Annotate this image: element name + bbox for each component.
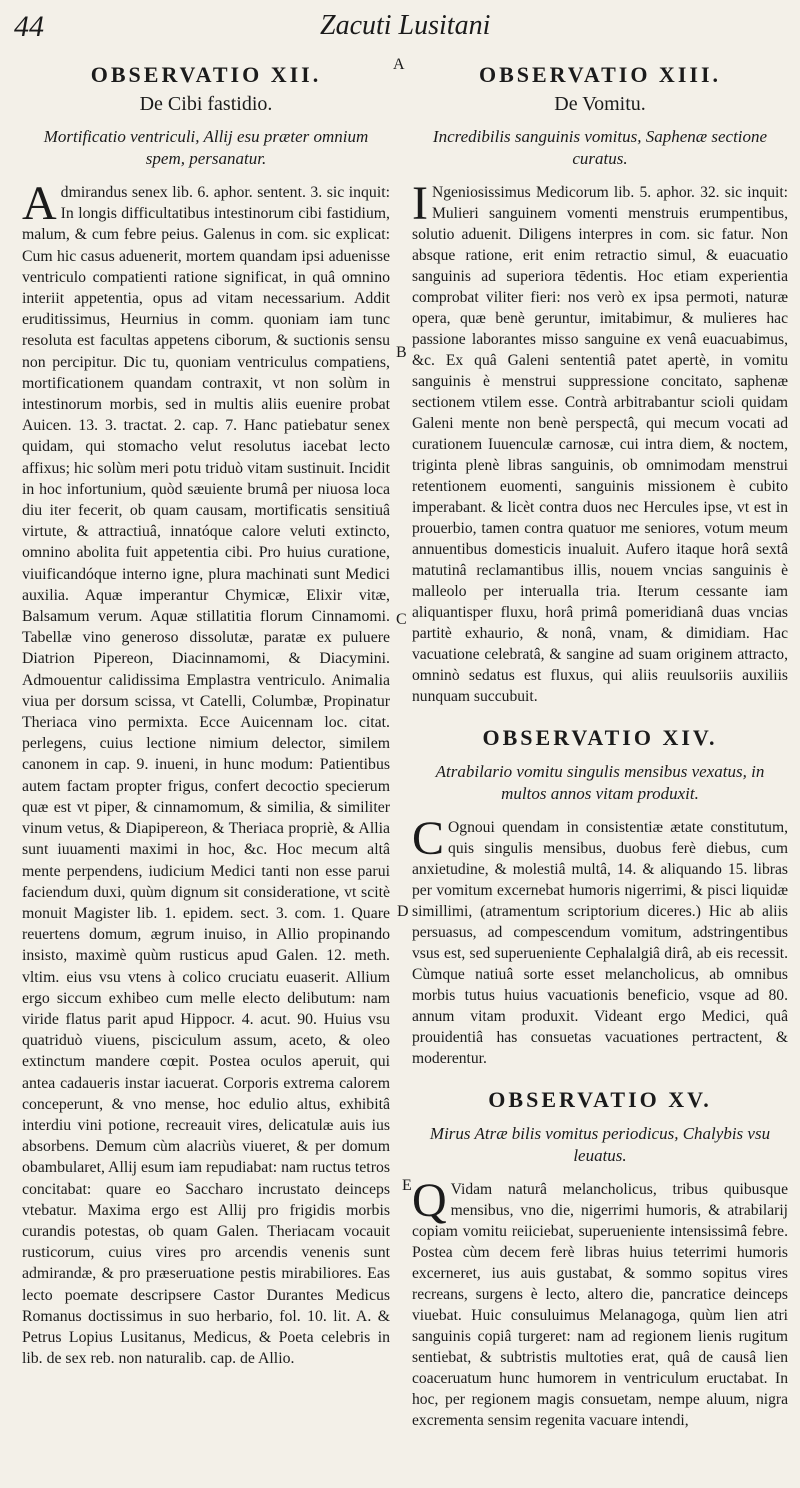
observation-12-title: OBSERVATIO XII. <box>90 62 322 87</box>
margin-letter-d: D <box>397 903 409 920</box>
observation-15-body <box>412 1174 788 1431</box>
observation-14-lemma: Atrabilario vomitu singulis mensibus vexatus, in multos annos vitam produxit. <box>435 762 765 803</box>
margin-letter-c: C <box>396 611 407 628</box>
drop-cap: C <box>412 812 445 865</box>
right-column <box>412 60 788 1431</box>
running-head: Zacuti Lusitani <box>320 10 491 41</box>
observation-12-body <box>22 177 390 1369</box>
observation-15-title: OBSERVATIO XV. <box>488 1087 712 1112</box>
observation-14-body <box>412 812 788 1069</box>
observation-13-title: OBSERVATIO XIII. <box>478 62 722 87</box>
observation-14-title: OBSERVATIO XIV. <box>482 725 718 750</box>
left-column <box>22 60 390 1369</box>
observation-12-subtitle: De Cibi fastidio. <box>139 93 273 115</box>
margin-letter-b: B <box>396 344 407 361</box>
observation-13-text: Ngeniosissimus Medicorum lib. 5. aphor. 32. sic inquit: Mulieri sanguinem vomenti menstruis erumpentibus, solutio aduenit. Diligens interpres in com. sic fatur. Non absque ratione, erit enim retractio simul, & euacuatio sanguinis ad superiora tēdentis. Hoc etiam experientia comprobat viliter fieri: nos verò ex ipsa permoti, naturæ opera, quæ benè geruntur, imitabimur, & mulieres hac passione laborantes misso sanguine ex venâ euacuabimus, &c. Ex quâ Galeni sententiâ patet apertè, in vomitu sanguinis è menstrui suppressione concitato, saphenæ sectionem vtilem esse. Contrà arbitrabantur scioli quidam Galeni mente non benè perspectâ, qui mecum vocati ad curationem Iuuenculæ carnosæ, cui intra diem, & noctem, triginta plenè libras sanguinis, ob omnimodam menstrui retentionem euomenti, sanguinis missionem è cubito imperabant. & licèt contra duos nec Hercules ipse, vt est in prouerbio, tamen contra quatuor me seniores, votum meum annuentibus domesticis inualuit. Aufero itaque horâ sextâ matutinâ reclamantibus illis, nouem vncias sanguinis è malleolo per interualla tria. Iterum cessante iam aliquantisper fluxu, horâ primâ pomeridianâ duas vncias partitè exhaurio, & nonâ, vnam, & dimidiam. Hac vacuatione celebratâ, & sangine ad suam originem attracto, omninò sedatus est fluxus, qui aliis reuulsoriis auxiliis nunquam succubuit. <box>412 184 788 705</box>
observation-13-body <box>412 177 788 707</box>
observation-12-lemma: Mortificatio ventriculi, Allij esu præter omnium spem, persanatur. <box>43 127 369 168</box>
observation-13-lemma: Incredibilis sanguinis vomitus, Saphenæ sectione curatus. <box>432 127 768 168</box>
drop-cap: I <box>412 177 428 230</box>
observation-12-text: dmirandus senex lib. 6. aphor. sentent. 3. sic inquit: In longis difficultatibus intestinorum cibi fastidium, malum, & cum febre peius. Galenus in com. sic explicat: Cum hic casus aduenerit, mortem quandam ipsi aduenisse ventriculo compatienti ratione significat, in quâ omnino interiit appetentia, opus ad vitam necessarium. Addit eruditissimus, Heurnius in comm. quoniam iam tunc resoluta est facultas appetens ciborum, & suctionis sensu non percipitur. Dic tu, quoniam ventriculus compatiens, mortificationem quandam contraxit, vt non solùm in intestinorum morbis, sed in multis aliis euenire probat Auicen. 13. 3. tractat. 2. cap. 7. Hanc patiebatur senex quidam, qui stomacho velut resolutus iacebat lecto affixus; hic solùm meri potu triduò vitam sustinuit. Incidit in hoc infortunium, quòd sæuiente brumâ per niuosa loca diu iter fecerit, ob quam causam, mortificatis sensitiuâ virtute, & attractiuâ, innatóque calore veluti extincto, omnino abolita fuit appetentia cibi. Pro huius curatione, viuificandóque interno igne, plura machinati sunt Medici auxilia. Aquæ imperantur Chymicæ, Elixir vitæ, Balsamum verum. Aquæ stillatitia florum Cinnamomi. Tabellæ vino generoso dissolutæ, paratæ ex puluere Diatrion Pipereon, Diacinnamomi, & Diacymini. Admouentur calidissima Emplastra ventriculo. Animalia viua per dorsum scissa, vt Catelli, Columbæ, Propinatur Theriaca vino permixta. Ecce Auicennam loc. citat. perlegens, cuius lectione nimium delector, similem canonem in cap. 9. inueni, in hunc modum: Patientibus autem factam propter frigus, confert decoctio specierum quæ est vt piper, & cinnamomum, & similia, & similiter vinum vetus, & Diapipereon, & Theriaca propriè, & Allia sunt iuuamenti maximi in hoc, &c. Hoc mecum altâ mente perpendens, iudicium Medici tanti non esse parui faciendum duxi, quùm dignum sit consideratione, vt scitè monuit Magister lib. 1. epidem. sect. 3. com. 1. Quare reuertens domum, ægrum inuiso, in Allio propinando insisto, maximè quùm rusticus apud Galen. 12. meth. vltim. eius vsu vtens à colico cruciatu euaserit. Allium ergo siccum exhibeo cum melle electo delibutum: nam viride flatus parit apud Hippocr. 4. acut. 90. Huius vsu quatriduò viuens, pisciculum assum, aceto, & oleo extinctum mandere cœpit. Postea oculos aperuit, qui antea cadaueris instar iacuerat. Corporis extrema calorem conceperunt, & vno mense, hoc edulio altus, exhibitâ interdiu vini potione, recreauit vires, delicatulæ auis ius absorbens. Demum cùm alacriùs viueret, & per domum obambularet, Allij esum iam repudiabat: nam ructus tetros concitabat: quare eo Saccharo incrustato deinceps vtebatur. Maxima ergo est Allij pro frigidis morbis curandis potestas, ob quam Galen. Theriacam vocauit rusticorum, cuius vires pro arcendis venenis sunt admirandæ, & pro præseruatione pestis mirabiliores. Eas lecto poemate descripsere Castor Durantes Medicus Romanus doctissimus in suo herbario, fol. 10. lit. A. & Petrus Lopius Lusitanus, Medicus, & Poeta celebris in lib. de sex reb. non naturalib. cap. de Allio. <box>22 184 390 1368</box>
observation-15-lemma: Mirus Atræ bilis vomitus periodicus, Chalybis vsu leuatus. <box>429 1124 771 1165</box>
drop-cap: Q <box>412 1174 447 1227</box>
drop-cap: A <box>22 177 57 230</box>
observation-13-subtitle: De Vomitu. <box>554 93 646 115</box>
page-number: 44 <box>14 10 44 43</box>
observation-14-text: Ognoui quendam in consistentiæ ætate constitutum, quis singulis mensibus, duobus ferè diebus, cum anxietudine, & molestiâ multâ, 14. & aliquando 15. libras per vomitum excernebat humoris nigerrimi, & pisci liquidæ simillimi, (atramentum scriptorium diceres.) Hic ab aliis persuasus, ad compescendum vomitum, adstringentibus vsus est, sed superueniente Cephalalgiâ dirâ, ab eis recessit. Cùmque natiuâ sorte esset melancholicus, ab omnibus morbis tutus huius vacuationis beneficio, vsque ad 80. annum vitam produxit. Videant ergo Medici, quâ prouidentiâ has consuetas vacuationes pertractent, & moderentur. <box>412 819 788 1067</box>
observation-15-text: Vidam naturâ melancholicus, tribus quibusque mensibus, vno die, nigerrimi humoris, & atrabilarij copiam vomitu reiiciebat, superueniente intensissimâ febre. Postea cùm decem ferè libras huius teterrimi humoris excerneret, ius auis gustabat, & sommo sopitus vires recreans, surgens è lecto, altero die, pancratice deinceps viuebat. Huic consuluimus Melanagoga, quùm lien atri sanguinis copiâ turgeret: nam ad regionem lienis rugitum sentiebat, & subtristis multoties erat, quâ de causâ lien coaceruatum hunc humorem in ventriculum eructabat. In hoc, per regionem magis consuetam, nempe aluum, nigra excrementa sensim regenita vacuare intendi, <box>412 1181 788 1429</box>
margin-letter-a: A <box>393 56 405 73</box>
margin-letter-e: E <box>402 1177 412 1194</box>
